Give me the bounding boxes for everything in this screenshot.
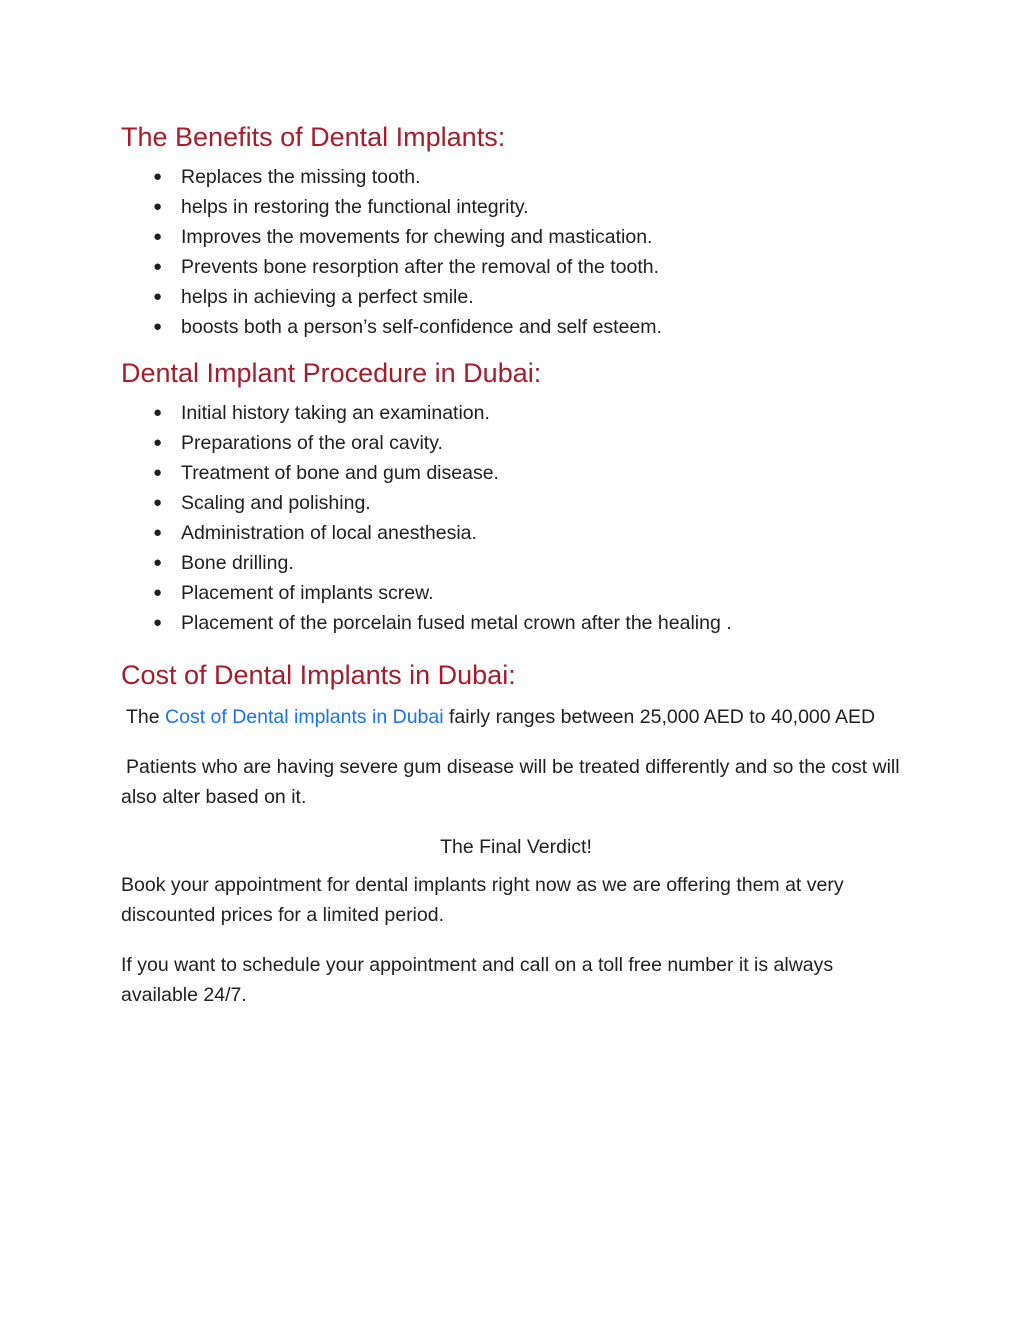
benefits-heading: The Benefits of Dental Implants: [121,122,506,152]
bullet-icon: ● [153,614,163,631]
bullet-icon: ● [153,258,163,275]
document-page [121,112,911,1010]
benefits-list [121,162,911,342]
list-item: ● Bone drilling. [121,548,911,578]
list-item: ● boosts both a person’s self-confidence and self esteem. [121,312,911,342]
cost-heading: Cost of Dental Implants in Dubai: [121,660,516,690]
bullet-icon: ● [153,464,163,481]
bullet-icon: ● [153,494,163,511]
bullet-icon: ● [153,288,163,305]
list-item: ● Placement of implants screw. [121,578,911,608]
list-item: ● Improves the movements for chewing and mastication. [121,222,911,252]
list-item: ● Scaling and polishing. [121,488,911,518]
bullet-icon: ● [153,168,163,185]
call-paragraph: If you want to schedule your appointment and call on a toll free number it is always available 24/7. [121,954,834,1006]
bullet-icon: ● [153,434,163,451]
list-item: ● helps in achieving a perfect smile. [121,282,911,312]
procedure-heading: Dental Implant Procedure in Dubai: [121,358,542,388]
verdict-title: The Final Verdict! [440,836,592,858]
bullet-icon: ● [153,228,163,245]
cost-paragraph: The Cost of Dental implants in Dubai fairly ranges between 25,000 AED to 40,000 AED [126,706,876,728]
cost-link[interactable]: Cost of Dental implants in Dubai [165,706,444,728]
bullet-icon: ● [153,404,163,421]
book-paragraph: Book your appointment for dental implants right now as we are offering them at very discounted prices for a limited period. [121,874,844,926]
bullet-icon: ● [153,524,163,541]
bullet-icon: ● [153,554,163,571]
bullet-icon: ● [153,198,163,215]
list-item: ● Treatment of bone and gum disease. [121,458,911,488]
list-item: ● Preparations of the oral cavity. [121,428,911,458]
list-item: ● helps in restoring the functional integrity. [121,192,911,222]
list-item: ● Prevents bone resorption after the removal of the tooth. [121,252,911,282]
list-item: ● Administration of local anesthesia. [121,518,911,548]
list-item: ● Placement of the porcelain fused metal crown after the healing . [121,608,911,638]
bullet-icon: ● [153,584,163,601]
bullet-icon: ● [153,318,163,335]
list-item: ● Initial history taking an examination. [121,398,911,428]
list-item: ● Replaces the missing tooth. [121,162,911,192]
procedure-list [121,398,911,638]
patients-paragraph: Patients who are having severe gum disease will be treated differently and so the cost will also alter based on it. [121,756,900,808]
